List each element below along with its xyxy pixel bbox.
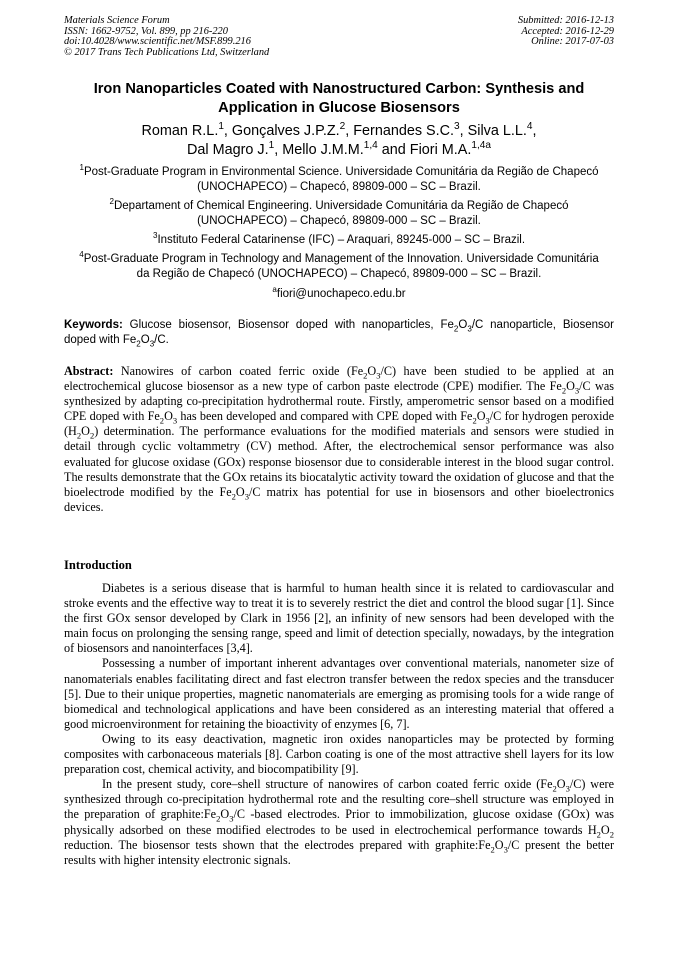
online-date: Online: 2017-07-03 xyxy=(531,36,614,48)
abstract-section xyxy=(64,364,614,515)
introduction-body xyxy=(64,581,614,868)
journal-header xyxy=(64,16,364,58)
author: Fernandes S.C.$^3$ xyxy=(353,121,460,139)
paragraph: Possessing a number of important inherent advantages over conventional materials, nanometer size of nanomaterials enables facilitating direct and fast electron transfer between the redox species and the transducer [5]. Due to their unique properties, magnetic nanomaterials are emerging as promising tools for a wide range of biomedical and technological applications and have been considered as an interesting material that offered a good microenvironment for retaining the bioactivity of enzymes [6, 7]. xyxy=(64,656,614,731)
paragraph: Owing to its easy deactivation, magnetic iron oxides nanoparticles may be protected by forming composites with carbonaceous materials [8]. Carbon coating is one of the most attractive shell layers for its low preparation cost, chemical activity, and biocompatibility [9]. xyxy=(64,731,614,777)
keywords-text: Glucose biosensor, Biosensor doped with nanoparticles, $Fe_2O_3/C$ nanoparticle, Biosensor doped with $Fe_2O_3/C$. xyxy=(64,319,614,349)
author: Silva L.L.$^4$ xyxy=(467,121,533,139)
affiliation: $^1$Post-Graduate Program in Environmental Science. Universidade Comunitária da Região de Chapecó (UNOCHAPECO) – Chapecó, 89809-000 – SC – Brazil. xyxy=(79,163,599,193)
dates-header xyxy=(374,16,614,48)
keywords-section xyxy=(64,318,614,348)
author: Dal Magro J.$^1$ xyxy=(187,140,275,158)
journal-name: Materials Science Forum xyxy=(64,15,170,26)
author: Mello J.M.M.$^{1,4}$ xyxy=(282,140,378,158)
author-email[interactable]: $^a$fiori@unochapeco.edu.br xyxy=(272,285,406,300)
abstract-label: Abstract: xyxy=(64,364,114,378)
abstract-text: Nanowires of carbon coated ferric oxide $(Fe_2O_3/C)$ have been studied to be applied at an electrochemical glucose biosensor as a new type of carbon paste electrode (CPE) modifier. The $Fe_2O_3/C$ was synthesized by adapting co-precipitation hydrothermal route. Firstly, amperometric sensor based on a modified CPE doped with $Fe_2O_3$ has been developed and compared with CPE doped with $Fe_2O_3/C$ for hydrogen peroxide $(H_2O_2)$ determination. The performance evaluations for the modified materials and sensors were studied in detail through cyclic voltammetry (CV) method. After, the electrochemical sensor performance was also evaluated for glucose oxidase (GOx) response biosensor due to considerable interest in the blood sugar control. The results demonstrate that the GOx retains its biocatalytic activity toward the oxidation of glucose and that the bioelectrode modified by the $Fe_2O_3/C$ matrix has potential for use in biosensors and other bioelectronics devices. xyxy=(64,364,614,514)
affiliation: $^3$Instituto Federal Catarinense (IFC) – Araquari, 89245-000 – SC – Brazil. xyxy=(152,231,526,246)
author: Roman R.L.$^1$ xyxy=(141,121,224,139)
section-heading-introduction: Introduction xyxy=(64,558,132,572)
paragraph: In the present study, core–shell structure of nanowires of carbon coated ferric oxide $(Fe_2O_3/C)$ were synthesized through co-precipitation hydrothermal rote and the resulting core–shell structure was employed in the preparation of $graphite:Fe_2O_3/C$ -based electrodes. Prior to immobilization, glucose oxidase (GOx) was physically adsorbed on these modified electrodes to be used in electrochemical performance towards $H_2O_2$ reduction. The biosensor tests shown that the electrodes prepared with $graphite:Fe_2O_3/C$ present the better results with higher intensity electronic signals. xyxy=(64,777,615,867)
submitted-date: Submitted: 2016-12-13 xyxy=(517,15,614,26)
journal-doi: doi:10.4028/www.scientific.net/MSF.899.216 xyxy=(64,36,251,48)
journal-copyright: © 2017 Trans Tech Publications Ltd, Switzerland xyxy=(64,46,270,58)
keywords-label: Keywords: xyxy=(64,319,123,331)
author: Fiori M.A.$^{1,4a}$ xyxy=(409,140,491,158)
affiliation: $^2$Departament of Chemical Engineering. Universidade Comunitária da Região de Chapecó (UNOCHAPECO) – Chapecó, 89809-000 – SC – Brazil. xyxy=(109,197,569,227)
journal-issn: ISSN: 1662-9752, Vol. 899, pp 216-220 xyxy=(64,25,228,37)
affiliation: $^4$Post-Graduate Program in Technology and Management of the Innovation. Universidade Comunitária da Região de Chapecó (UNOCHAPECO) – Chapecó, 89809-000 – SC – Brazil. xyxy=(79,250,599,280)
accepted-date: Accepted: 2016-12-29 xyxy=(521,25,614,37)
paper-title: Iron Nanoparticles Coated with Nanostructured Carbon: Synthesis and Application in Glucose Biosensors xyxy=(93,81,585,116)
author: Gonçalves J.P.Z.$^2$ xyxy=(231,121,346,139)
paragraph: Diabetes is a serious disease that is harmful to human health since it is related to cardiovascular and stroke events and the effective way to treat it is to severely restrict the diet and control the blood sugar [1]. Since the first GOx sensor developed by Clark in 1956 [2], an infinity of new sensors had been developed with the main focus on prolonging the sensing range, speed and limit of detection specially, nowadays, by the integration of biosensors and nanointerfaces [3,4]. xyxy=(64,581,614,656)
affiliations xyxy=(78,165,600,306)
author-list: Roman R.L.$^1$, Gonçalves J.P.Z.$^2$, Fernandes S.C.$^3$, Silva L.L.$^4$, Dal Magro J.$^1$, Mello J.M.M.$^{1,4}$ and Fiori M.A.$^{1,4a}$ xyxy=(141,121,537,158)
